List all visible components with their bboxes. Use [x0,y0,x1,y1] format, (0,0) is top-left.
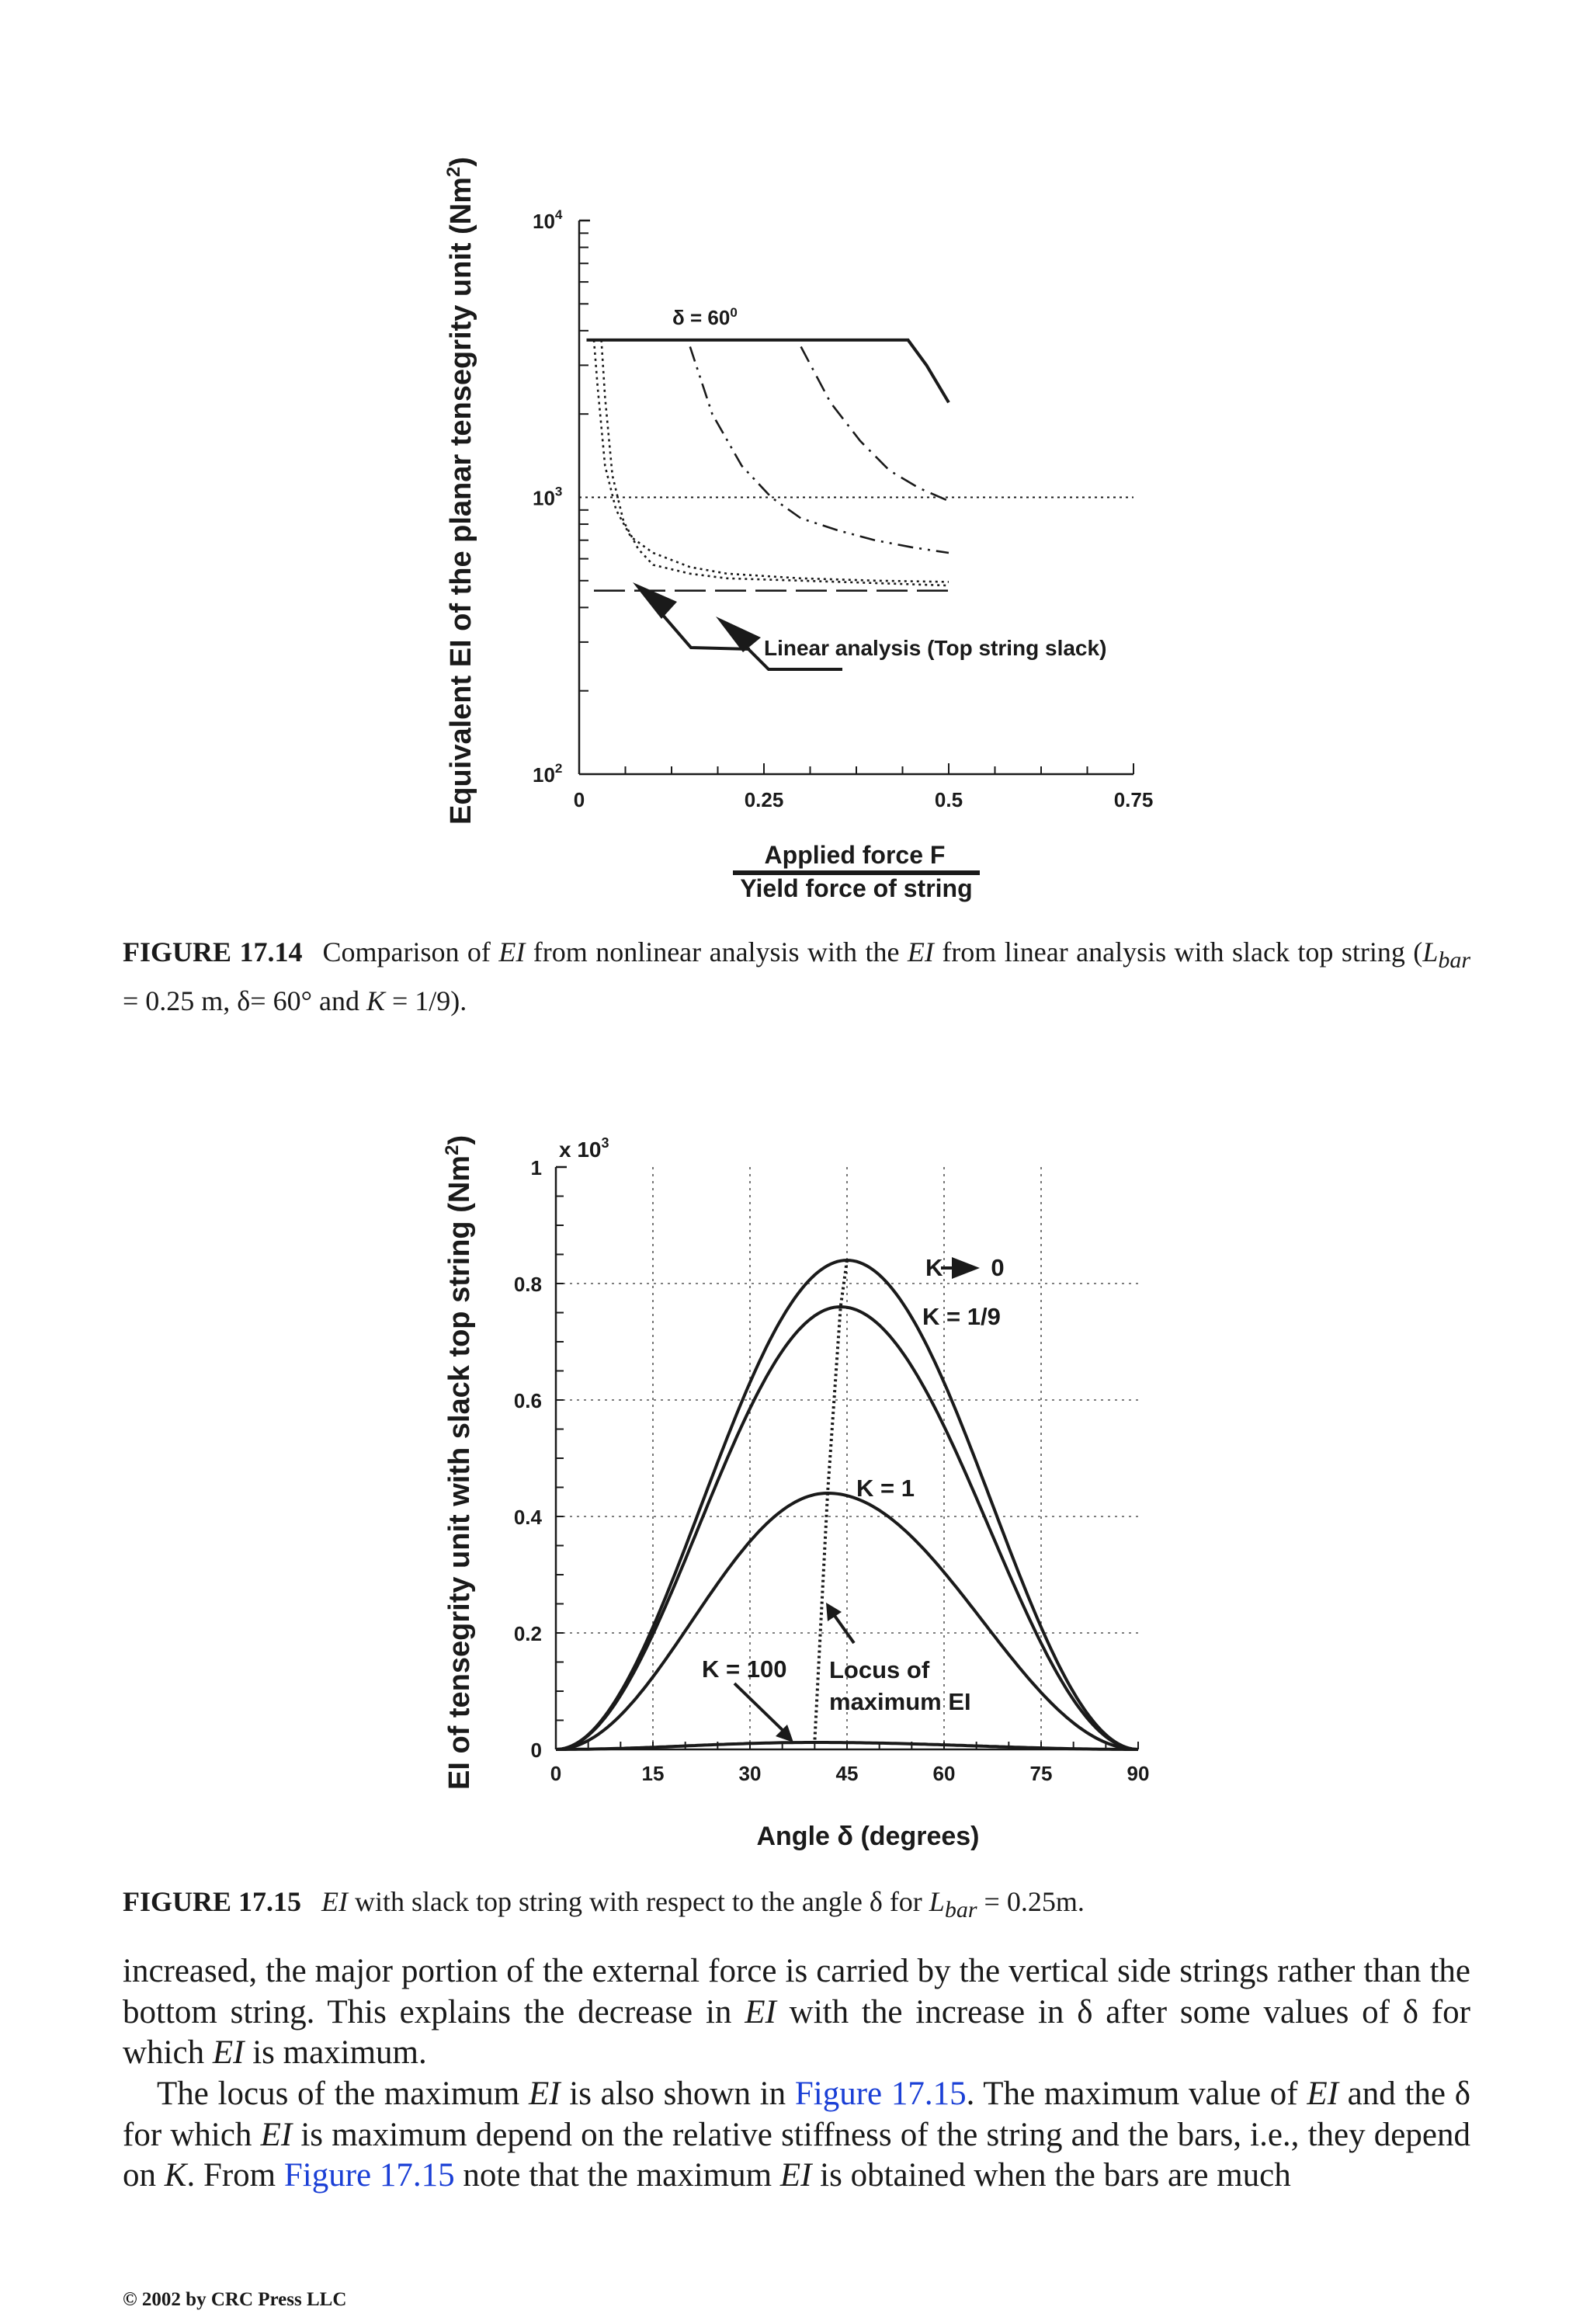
fig14-y-tick-label: $10^3$ [533,484,563,510]
fig15-label-k1: K = 1 [856,1475,915,1502]
copyright-footer: © 2002 by CRC Press LLC [123,2289,347,2310]
fig14-series-line [690,347,949,554]
figure-17-15-link[interactable]: Figure 17.15 [283,2157,455,2194]
caption-label: FIGURE 17.15 [123,1886,302,1917]
fig15-y-axis-title: EI of tensegrity unit with slack top string (Nm$^2$) [442,1134,476,1790]
fig15-x-tick-label: 0 [550,1762,562,1785]
figure-17-15-link[interactable]: Figure 17.15 [794,2076,967,2112]
fig15-x-tick-label: 90 [1127,1762,1150,1785]
caption-label: FIGURE 17.14 [123,936,303,967]
fig15-label-locus-1: Locus of [829,1656,930,1683]
fig14-y-tick-label: $10^4$ [533,207,563,233]
fig15-y-tick-label: 0.2 [513,1622,542,1645]
fig15-multiplier: x $10^3$ [559,1135,609,1162]
fig14-annotation-linear: Linear analysis (Top string slack) [764,636,1107,660]
fig15-y-tick-label: 0.8 [513,1273,542,1296]
fig14-series-line [801,347,949,502]
figure-17-15-caption: FIGURE 17.15 EI with slack top string with respect to the angle δ for $L_{bar} = 0.25m$. [123,1886,1085,1923]
fig14-arrowhead [633,582,677,619]
fig15-y-tick-label: 0.6 [513,1389,542,1412]
fig15-x-axis-title: Angle δ (degrees) [756,1822,980,1851]
fig15-x-tick-label: 75 [1029,1762,1053,1785]
fig15-y-tick-label: 0 [530,1739,542,1762]
fig15-k100-arrow-shaft [734,1683,786,1733]
figure-17-14-chart [0,0,1590,932]
fig15-x-tick-label: 45 [835,1762,859,1785]
fig14-y-axis-title: Equivalent EI of the planar tensegrity unit (Nm$^2$) [443,156,477,825]
fig15-y-tick-label: 1 [530,1156,542,1179]
fig14-series-line [602,340,949,585]
fig14-axes [533,207,1153,811]
fig15-label-k0: K 0 [925,1254,1005,1281]
fig15-label-k100: K = 100 [702,1655,787,1683]
fig14-x-tick-label: 0.25 [744,788,784,811]
fig14-x-title-denominator: Yield force of string [740,874,973,902]
fig15-locus-arrow-shaft [833,1614,854,1643]
fig15-label-k19: K = 1/9 [922,1303,1001,1330]
fig14-series-line [594,340,949,582]
fig14-series [587,340,949,591]
fig14-x-title-numerator: Applied force F [764,841,946,869]
fig15-label-locus-2: maximum EI [829,1688,971,1715]
fig15-x-tick-label: 60 [932,1762,956,1785]
fig14-x-tick-label: 0.5 [934,788,963,811]
fig15-x-tick-label: 15 [641,1762,665,1785]
fig14-x-tick-label: 0 [573,788,585,811]
figure-17-15-chart [0,1056,1590,1871]
figure-17-14-caption: FIGURE 17.14 Comparison of EI from nonlinear analysis with the EI from linear analysis with slack top string ($L_{bar} = 0.25$ m, δ= 60° and K = 1/9). [123,936,1471,1017]
fig14-x-tick-label: 0.75 [1113,788,1154,811]
fig15-locus-arrowhead [826,1603,842,1621]
fig14-delta-label: $\delta = 60^0$ [672,305,738,329]
fig14-y-tick-label: $10^2$ [533,761,563,787]
fig14-series-line [587,340,949,403]
body-paragraph-1: increased, the major portion of the external force is carried by the vertical side strings rather than the bottom string. This explains the decrease in EI with the increase in δ after some values of δ for which EI is maximum. [123,1953,1471,2071]
fig15-k0-arrowhead [952,1257,980,1279]
body-paragraph-2: The locus of the maximum EI is also shown in Figure 17.15. The maximum value of EI and the δ for which EI is maximum depend on the relative stiffness of the string and the bars, i.e., they depend on K. From Figure 17.15 note that the maximum EI is obtained when the bars are much [123,2076,1470,2194]
fig15-y-tick-label: 0.4 [513,1506,542,1529]
fig15-x-tick-label: 30 [738,1762,762,1785]
